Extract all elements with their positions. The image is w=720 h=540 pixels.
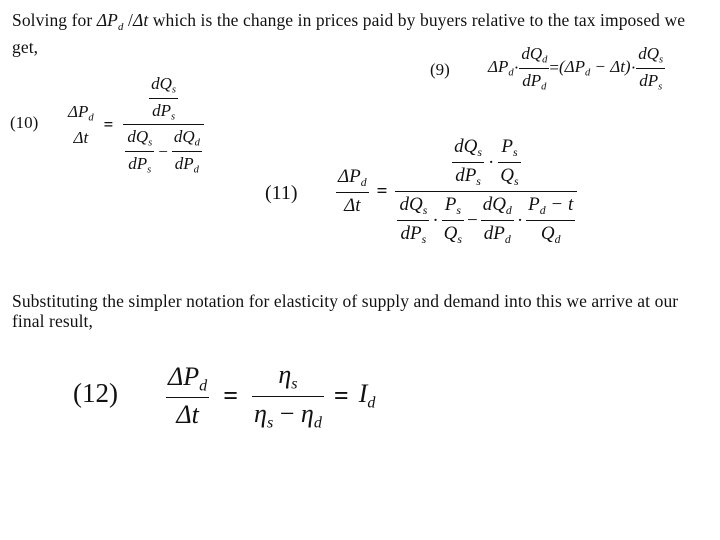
equation-10: $\Delta P_d$ Δt = $\frac{dQ_s}{dP_s}$ $\frac{dQ_s}{dP_s}$ − $\frac{dQ_d}{dP_d}$ [66,74,204,176]
eq11-bottom-frac-2: $\frac{P_s}{Q_s}$ [443,194,462,247]
outro-paragraph: Substituting the simpler notation for elasticity of supply and demand into this we arrive at our final result, [12,291,679,331]
eq10-bottom-frac-supply: $\frac{dQ_s}{dP_s}$ [127,127,153,176]
intro-paragraph: Solving for $\Delta P_d$ /Δt which is the change in prices paid by buyers relative to the tax imposed we get, [12,10,686,57]
eq11-top-frac-b: $\frac{P_s}{Q_s}$ [500,136,519,189]
equation-12: $\frac{\Delta P_d}{\Delta t}$ = $\frac{\eta_s}{\eta_s - \eta_d}$ = $I_d$ [168,360,376,432]
eq10-lhs: $\Delta P_d$ Δt [68,101,94,148]
eq9-frac-supply: $\frac{dQ_s}{dP_s}$ [638,44,664,93]
eq12-lhs: $\frac{\Delta P_d}{\Delta t}$ [168,361,208,430]
intro-text-after: which is the change in prices paid by buyers relative to the tax imposed we get, [12,10,686,57]
eq9-lhs: $\Delta P_d$ [488,57,514,80]
eq12-result: $I_d$ [358,379,376,412]
eq11-bottom-frac-1: $\frac{dQ_s}{dP_s}$ [399,194,428,247]
intro-delta-pd: $\Delta P_d$ [96,10,124,33]
eq12-rhs: $\frac{\eta_s}{\eta_s - \eta_d}$ [254,360,322,432]
eq11-main-frac: $\frac{dQ_s}{dP_s}$ · $\frac{P_s}{Q_s}$ $\frac{dQ_s}{dP_s}$ · $\frac{P_s}{Q_s}$ − $\frac{dQ_d}{dP_d}$ · $\frac{P_d - t}{Q_d}$ [395,136,577,247]
intro-text-before: Solving for [12,10,97,30]
eq10-main-frac: $\frac{dQ_s}{dP_s}$ $\frac{dQ_s}{dP_s}$ − $\frac{dQ_d}{dP_d}$ [123,74,204,176]
eq9-frac-demand: $\frac{dQ_d}{dP_d}$ [521,44,548,93]
equation-11: $\frac{\Delta P_d}{\Delta t}$ = $\frac{dQ_s}{dP_s}$ · $\frac{P_s}{Q_s}$ $\frac{dQ_s}{dP_s}$ · $\frac{P_s}{Q_s}$ − $\frac{dQ_d}{dP_d}$ · $\frac{P_d - t}{Q_d}$ [336,136,577,247]
eq11-lhs: $\frac{\Delta P_d}{\Delta t}$ [338,166,367,217]
eq10-top-frac: $\frac{dQ_s}{dP_s}$ [151,74,177,123]
equation-9: $\Delta P_d$ · $\frac{dQ_d}{dP_d}$ = $(\Delta P_d - \Delta t)$ · $\frac{dQ_s}{dP_s}$ [488,44,664,93]
eq11-bottom-frac-4: $\frac{P_d - t}{Q_d}$ [528,194,574,247]
eq11-top-frac-a: $\frac{dQ_s}{dP_s}$ [454,136,482,189]
eq12-label: (12) [73,378,118,408]
eq10-bottom-frac-demand: $\frac{dQ_d}{dP_d}$ [173,127,200,176]
eq11-bottom-frac-3: $\frac{dQ_d}{dP_d}$ [482,194,512,247]
eq11-label: (11) [265,182,298,204]
eq9-label: (9) [430,60,450,79]
eq10-label: (10) [10,113,39,132]
intro-delta-t: Δt [132,10,149,30]
